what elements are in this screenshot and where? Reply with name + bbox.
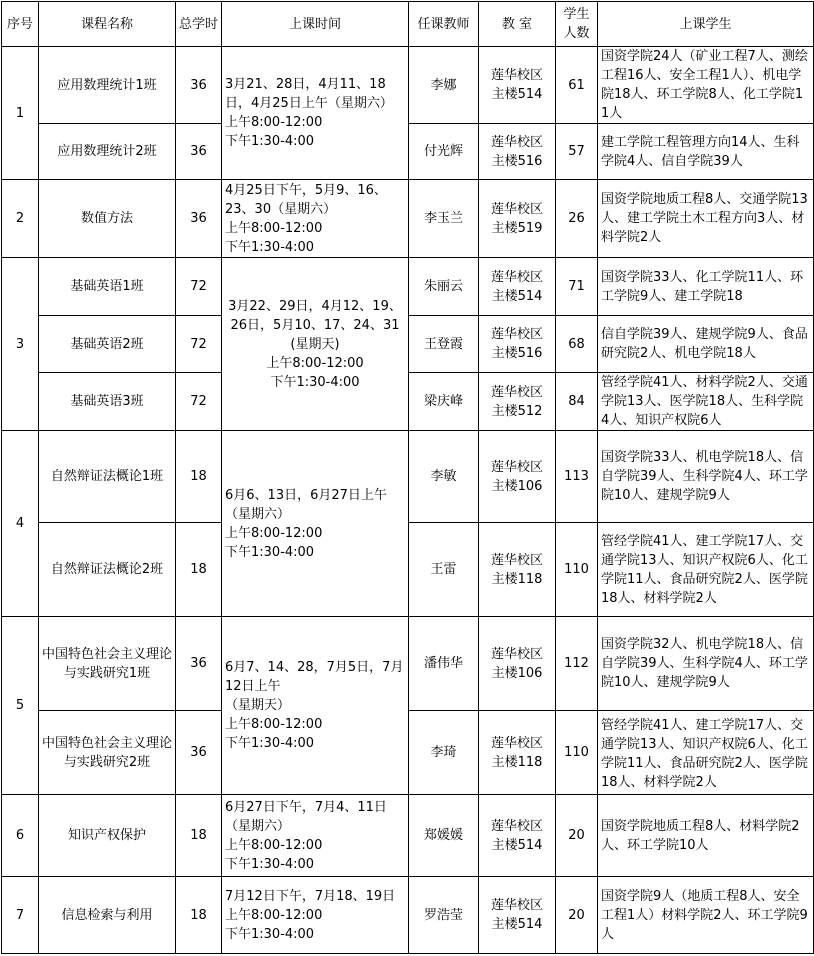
course-hours: 72 — [176, 258, 222, 316]
student-groups: 国资学院地质工程8人、材料学院2人、环工学院10人 — [598, 795, 814, 877]
row-number: 7 — [2, 877, 39, 954]
student-groups: 国资学院地质工程8人、交通学院13人、建工学院土木工程方向3人、材料学院2人 — [598, 180, 814, 258]
course-hours: 18 — [176, 431, 222, 523]
teacher: 郑媛媛 — [409, 795, 479, 877]
student-count: 110 — [556, 711, 598, 795]
classroom: 莲华校区 主楼118 — [479, 523, 556, 617]
student-count: 71 — [556, 258, 598, 316]
teacher: 李琦 — [409, 711, 479, 795]
student-count: 113 — [556, 431, 598, 523]
student-groups: 信自学院39人、建规学院9人、食品研究院2人、机电学院18人 — [598, 316, 814, 373]
classroom: 莲华校区 主楼519 — [479, 180, 556, 258]
student-groups: 管经学院41人、建工学院17人、交通学院13人、知识产权院6人、化工学院11人、食品研究院2人、医学院18人、材料学院2人 — [601, 717, 808, 790]
classroom: 莲华校区 主楼118 — [479, 711, 556, 795]
course-name: 中国特色社会主义理论与实践研究1班 — [39, 617, 176, 711]
teacher: 王登霞 — [409, 316, 479, 373]
classroom: 莲华校区 主楼106 — [479, 431, 556, 523]
classroom: 莲华校区 主楼512 — [479, 373, 556, 431]
class-time: 3月22、29日，4月12、19、26日，5月10、17、24、31 (星期天) 上午8:00-12:00 下午1:30-4:00 — [222, 258, 409, 431]
teacher: 朱丽云 — [409, 258, 479, 316]
header-room: 教 室 — [479, 2, 556, 47]
course-name: 自然辩证法概论1班 — [39, 431, 176, 523]
course-hours: 18 — [176, 795, 222, 877]
student-count: 84 — [556, 373, 598, 431]
table-row — [2, 617, 814, 711]
student-count: 26 — [556, 180, 598, 258]
course-hours: 36 — [176, 617, 222, 711]
row-number: 5 — [2, 617, 39, 795]
course-name: 基础英语3班 — [39, 373, 176, 431]
student-count: 68 — [556, 316, 598, 373]
student-groups: 国资学院32人、机电学院18人、信自学院39人、生科学院4人、环工学院10人、建规学院9人 — [598, 617, 814, 711]
header-hours: 总学时 — [176, 2, 222, 47]
course-hours: 36 — [176, 124, 222, 180]
course-name: 应用数理统计2班 — [39, 124, 176, 180]
classroom: 莲华校区 主楼106 — [479, 617, 556, 711]
teacher: 罗浩莹 — [409, 877, 479, 954]
course-schedule-table — [1, 1, 814, 954]
teacher: 李娜 — [409, 47, 479, 124]
header-students: 上课学生 — [598, 2, 814, 47]
classroom: 莲华校区 主楼514 — [479, 47, 556, 124]
student-groups: 管经学院41人、材料学院2人、交通学院13人、医学院18人、生科学院4人、知识产权院6人 — [598, 373, 814, 431]
row-number: 4 — [2, 431, 39, 617]
table-row — [2, 431, 814, 523]
teacher: 潘伟华 — [409, 617, 479, 711]
header-course-name: 课程名称 — [39, 2, 176, 47]
class-time: 6月6、13日，6月27日上午（星期六） 上午8:00-12:00 下午1:30-4:00 — [222, 431, 409, 617]
teacher: 梁庆峰 — [409, 373, 479, 431]
student-count: 57 — [556, 124, 598, 180]
student-count: 20 — [556, 795, 598, 877]
header-row — [2, 2, 814, 47]
student-groups: 建工学院工程管理方向14人、生科学院4人、信自学院39人 — [598, 124, 814, 180]
class-time: 4月25日下午，5月9、16、23、30（星期六） 上午8:00-12:00 下午1:30-4:00 — [222, 180, 409, 258]
student-groups: 管经学院41人、建工学院17人、交通学院13人、知识产权院6人、化工学院11人、食品研究院2人、医学院18人、材料学院2人 — [598, 523, 814, 617]
row-number: 3 — [2, 258, 39, 431]
table-row — [2, 47, 814, 124]
student-count: 110 — [556, 523, 598, 617]
course-hours: 18 — [176, 523, 222, 617]
class-time: 6月7、14、28，7月5日，7月12日上午 （星期天） 上午8:00-12:00 下午1:30-4:00 — [222, 617, 409, 795]
class-time: 7月12日下午，7月18、19日 上午8:00-12:00 下午1:30-4:00 — [222, 877, 409, 954]
header-no: 序号 — [2, 2, 39, 47]
classroom: 莲华校区 主楼516 — [479, 316, 556, 373]
course-hours: 36 — [176, 180, 222, 258]
course-hours: 72 — [176, 316, 222, 373]
class-time: 3月21、28日，4月11、18日，4月25日上午（星期六） 上午8:00-12:00 下午1:30-4:00 — [222, 47, 409, 180]
course-name: 信息检索与利用 — [39, 877, 176, 954]
course-hours: 72 — [176, 373, 222, 431]
classroom: 莲华校区 主楼514 — [479, 877, 556, 954]
student-groups: 国资学院24人（矿业工程7人、测绘工程16人、安全工程1人）、机电学院18人、环工学院8人、化工学院11人 — [598, 47, 814, 124]
table-row — [2, 795, 814, 877]
course-hours: 36 — [176, 711, 222, 795]
teacher: 李玉兰 — [409, 180, 479, 258]
student-groups: 国资学院33人、机电学院18人、信自学院39人、生科学院4人、环工学院10人、建规学院9人 — [598, 431, 814, 523]
student-count: 61 — [556, 47, 598, 124]
classroom: 莲华校区 主楼514 — [479, 258, 556, 316]
class-time: 6月27日下午，7月4、11日（星期六） 上午8:00-12:00 下午1:30-4:00 — [222, 795, 409, 877]
student-count: 20 — [556, 877, 598, 954]
header-time: 上课时间 — [222, 2, 409, 47]
student-groups-cell — [598, 711, 814, 795]
table-row — [2, 258, 814, 316]
teacher: 付光辉 — [409, 124, 479, 180]
course-name: 知识产权保护 — [39, 795, 176, 877]
student-groups: 国资学院33人、化工学院11人、环工学院9人、建工学院18 — [598, 258, 814, 316]
student-groups: 国资学院9人（地质工程8人、安全工程1人）材料学院2人、环工学院9人 — [598, 877, 814, 954]
course-name: 基础英语1班 — [39, 258, 176, 316]
header-teacher: 任课教师 — [409, 2, 479, 47]
course-hours: 36 — [176, 47, 222, 124]
table-row — [2, 180, 814, 258]
course-hours: 18 — [176, 877, 222, 954]
course-name: 数值方法 — [39, 180, 176, 258]
table-row — [2, 877, 814, 954]
course-name: 中国特色社会主义理论与实践研究2班 — [39, 711, 176, 795]
course-name: 应用数理统计1班 — [39, 47, 176, 124]
teacher: 王雷 — [409, 523, 479, 617]
row-number: 6 — [2, 795, 39, 877]
teacher: 李敏 — [409, 431, 479, 523]
classroom: 莲华校区 主楼514 — [479, 795, 556, 877]
course-name: 基础英语2班 — [39, 316, 176, 373]
student-count: 112 — [556, 617, 598, 711]
classroom: 莲华校区 主楼516 — [479, 124, 556, 180]
row-number: 1 — [2, 47, 39, 180]
header-student-count: 学生人数 — [556, 2, 598, 47]
row-number: 2 — [2, 180, 39, 258]
course-name: 自然辩证法概论2班 — [39, 523, 176, 617]
